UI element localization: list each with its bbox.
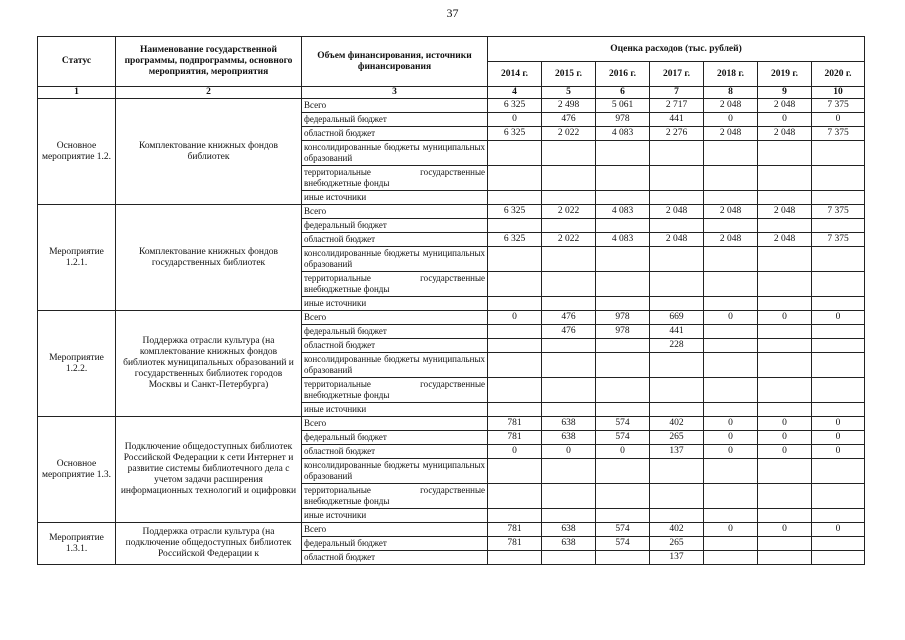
financing-source-label: консолидированные бюджеты муниципальных образований — [304, 460, 485, 481]
expense-value — [758, 509, 812, 523]
financing-source-label: областной бюджет — [304, 128, 376, 138]
financing-source — [302, 127, 488, 141]
expense-value — [596, 272, 650, 297]
expense-value: 2 022 — [542, 205, 596, 219]
expense-value: 0 — [758, 417, 812, 431]
financing-source-label: Всего — [304, 100, 327, 110]
expense-value — [758, 141, 812, 166]
expense-value: 978 — [596, 311, 650, 325]
financing-source — [302, 141, 488, 166]
expense-value — [758, 378, 812, 403]
expense-value — [596, 551, 650, 565]
financing-source-label: иные источники — [304, 298, 367, 308]
expense-value — [650, 166, 704, 191]
expense-value — [704, 141, 758, 166]
expense-value: 402 — [650, 523, 704, 537]
financing-source-label: областной бюджет — [304, 234, 376, 244]
expense-value — [542, 339, 596, 353]
expense-value — [758, 297, 812, 311]
expense-value — [704, 219, 758, 233]
expense-value — [650, 191, 704, 205]
expense-value — [812, 484, 865, 509]
expense-value — [704, 325, 758, 339]
expense-value: 0 — [704, 445, 758, 459]
expense-value: 0 — [704, 113, 758, 127]
expense-value: 2 048 — [704, 205, 758, 219]
expense-value — [488, 459, 542, 484]
financing-source-label: Всего — [304, 312, 327, 322]
expense-value: 137 — [650, 445, 704, 459]
financing-source-label: консолидированные бюджеты муниципальных образований — [304, 142, 485, 163]
expense-value — [650, 459, 704, 484]
expense-value: 4 083 — [596, 205, 650, 219]
column-number: 8 — [704, 87, 758, 99]
financing-source — [302, 417, 488, 431]
header-name: Наименование государственной программы, подпрограммы, основного мероприятия, мероприятия — [116, 37, 302, 87]
financing-source — [302, 99, 488, 113]
expense-value — [650, 509, 704, 523]
expense-value: 2 717 — [650, 99, 704, 113]
expense-value: 781 — [488, 417, 542, 431]
financing-source — [302, 378, 488, 403]
row-program-name: Комплектование книжных фондов библиотек — [116, 99, 302, 205]
expense-value: 2 048 — [704, 99, 758, 113]
expense-value — [758, 247, 812, 272]
financing-source — [302, 551, 488, 565]
financing-source — [302, 523, 488, 537]
expense-value: 402 — [650, 417, 704, 431]
expense-value — [488, 378, 542, 403]
expense-value: 0 — [812, 431, 865, 445]
expense-value — [650, 219, 704, 233]
header-year: 2014 г. — [488, 62, 542, 87]
expense-value — [812, 459, 865, 484]
expense-value: 5 061 — [596, 99, 650, 113]
expense-value: 0 — [812, 417, 865, 431]
expense-value — [596, 141, 650, 166]
expense-value — [542, 191, 596, 205]
expense-value — [812, 339, 865, 353]
expense-value — [542, 272, 596, 297]
expense-value — [812, 353, 865, 378]
expense-value: 2 048 — [758, 205, 812, 219]
expense-value: 669 — [650, 311, 704, 325]
expense-value — [542, 378, 596, 403]
expense-value — [812, 219, 865, 233]
expense-value — [704, 537, 758, 551]
expense-value: 978 — [596, 113, 650, 127]
expense-value — [488, 166, 542, 191]
expense-value: 6 325 — [488, 233, 542, 247]
financing-source-label: Всего — [304, 206, 327, 216]
expense-value: 7 375 — [812, 205, 865, 219]
expense-value: 6 325 — [488, 205, 542, 219]
expense-value — [704, 353, 758, 378]
expense-value — [650, 247, 704, 272]
expense-value: 0 — [812, 523, 865, 537]
budget-table — [37, 36, 865, 565]
expense-value — [812, 247, 865, 272]
expense-value: 441 — [650, 113, 704, 127]
column-number: 7 — [650, 87, 704, 99]
expense-value: 476 — [542, 113, 596, 127]
financing-source-label: федеральный бюджет — [304, 220, 387, 230]
column-number: 4 — [488, 87, 542, 99]
financing-source — [302, 325, 488, 339]
header-year: 2016 г. — [596, 62, 650, 87]
expense-value: 2 022 — [542, 127, 596, 141]
expense-value — [704, 247, 758, 272]
expense-value — [488, 509, 542, 523]
expense-value: 0 — [542, 445, 596, 459]
expense-value — [596, 484, 650, 509]
expense-value: 6 325 — [488, 99, 542, 113]
expense-value — [596, 191, 650, 205]
header-row-top — [38, 37, 865, 62]
financing-source-label: областной бюджет — [304, 446, 376, 456]
expense-value — [812, 509, 865, 523]
expense-value — [542, 459, 596, 484]
financing-source — [302, 484, 488, 509]
expense-value: 0 — [758, 523, 812, 537]
expense-value: 0 — [704, 417, 758, 431]
financing-source — [302, 113, 488, 127]
expense-value: 6 325 — [488, 127, 542, 141]
expense-value: 7 375 — [812, 99, 865, 113]
financing-source — [302, 191, 488, 205]
expense-value — [488, 219, 542, 233]
expense-value — [704, 339, 758, 353]
expense-value — [704, 551, 758, 565]
expense-value — [758, 166, 812, 191]
expense-value — [812, 166, 865, 191]
financing-source — [302, 311, 488, 325]
expense-value — [542, 219, 596, 233]
financing-source — [302, 205, 488, 219]
page-number: 37 — [446, 6, 459, 20]
financing-source-label: иные источники — [304, 404, 367, 414]
expense-value: 2 048 — [704, 127, 758, 141]
expense-value — [650, 141, 704, 166]
expense-value: 476 — [542, 311, 596, 325]
expense-value — [542, 484, 596, 509]
expense-value — [488, 551, 542, 565]
expense-value — [596, 297, 650, 311]
financing-source-label: иные источники — [304, 510, 367, 520]
expense-value — [488, 353, 542, 378]
expense-value — [758, 353, 812, 378]
header-financing: Объем финансирования, источники финансирования — [302, 37, 488, 87]
expense-value — [758, 403, 812, 417]
row-program-name: Поддержка отрасли культура (на подключение общедоступных библиотек Российской Федерации к — [116, 523, 302, 565]
expense-value: 265 — [650, 431, 704, 445]
expense-value — [488, 339, 542, 353]
expense-value: 574 — [596, 523, 650, 537]
financing-source — [302, 431, 488, 445]
expense-value — [596, 509, 650, 523]
header-year: 2018 г. — [704, 62, 758, 87]
expense-value: 2 048 — [704, 233, 758, 247]
expense-value: 0 — [488, 445, 542, 459]
expense-value: 638 — [542, 523, 596, 537]
expense-value: 978 — [596, 325, 650, 339]
expense-value — [704, 166, 758, 191]
expense-value: 4 083 — [596, 127, 650, 141]
expense-value — [488, 297, 542, 311]
expense-value: 0 — [488, 113, 542, 127]
expense-value: 638 — [542, 417, 596, 431]
expense-value — [596, 459, 650, 484]
expense-value: 137 — [650, 551, 704, 565]
column-number: 5 — [542, 87, 596, 99]
table-row — [38, 99, 865, 113]
expense-value — [542, 509, 596, 523]
expense-value — [758, 459, 812, 484]
expense-value — [812, 272, 865, 297]
header-year: 2015 г. — [542, 62, 596, 87]
expense-value: 638 — [542, 431, 596, 445]
expense-value: 4 083 — [596, 233, 650, 247]
header-estimate: Оценка расходов (тыс. рублей) — [488, 37, 865, 62]
expense-value — [758, 219, 812, 233]
expense-value — [704, 459, 758, 484]
expense-value — [488, 403, 542, 417]
expense-value — [542, 247, 596, 272]
financing-source-label: федеральный бюджет — [304, 114, 387, 124]
expense-value: 574 — [596, 537, 650, 551]
expense-value — [812, 403, 865, 417]
table-row — [38, 417, 865, 431]
column-number: 9 — [758, 87, 812, 99]
expense-value — [542, 166, 596, 191]
expense-value — [650, 484, 704, 509]
expense-value — [758, 551, 812, 565]
expense-value: 441 — [650, 325, 704, 339]
financing-source — [302, 166, 488, 191]
financing-source — [302, 297, 488, 311]
financing-source — [302, 509, 488, 523]
expense-value — [596, 219, 650, 233]
column-number-row — [38, 87, 865, 99]
column-number: 1 — [38, 87, 116, 99]
row-program-name: Комплектование книжных фондов государственных библиотек — [116, 205, 302, 311]
expense-value: 0 — [758, 311, 812, 325]
expense-value — [488, 272, 542, 297]
financing-source-label: территориальные государственные внебюджетные фонды — [304, 167, 485, 188]
expense-value — [596, 166, 650, 191]
financing-source-label: федеральный бюджет — [304, 326, 387, 336]
expense-value: 0 — [704, 431, 758, 445]
expense-value — [650, 272, 704, 297]
expense-value: 781 — [488, 431, 542, 445]
column-number: 2 — [116, 87, 302, 99]
expense-value — [758, 325, 812, 339]
financing-source — [302, 403, 488, 417]
column-number: 6 — [596, 87, 650, 99]
expense-value: 7 375 — [812, 233, 865, 247]
financing-source — [302, 247, 488, 272]
expense-value: 0 — [704, 523, 758, 537]
expense-value: 476 — [542, 325, 596, 339]
financing-source-label: территориальные государственные внебюджетные фонды — [304, 485, 485, 506]
expense-value — [704, 191, 758, 205]
financing-source-label: иные источники — [304, 192, 367, 202]
expense-value — [812, 297, 865, 311]
expense-value — [542, 403, 596, 417]
header-year: 2020 г. — [812, 62, 865, 87]
expense-value — [704, 509, 758, 523]
expense-value — [812, 551, 865, 565]
header-year: 2019 г. — [758, 62, 812, 87]
expense-value — [812, 325, 865, 339]
expense-value: 0 — [704, 311, 758, 325]
expense-value — [650, 378, 704, 403]
financing-source-label: консолидированные бюджеты муниципальных образований — [304, 354, 485, 375]
expense-value — [758, 339, 812, 353]
expense-value: 0 — [596, 445, 650, 459]
expense-value — [812, 378, 865, 403]
financing-source — [302, 459, 488, 484]
expense-value: 0 — [812, 311, 865, 325]
expense-value — [704, 297, 758, 311]
table-row — [38, 523, 865, 537]
expense-value — [650, 353, 704, 378]
expense-value: 2 048 — [758, 99, 812, 113]
financing-source — [302, 272, 488, 297]
expense-value — [758, 537, 812, 551]
expense-value — [488, 325, 542, 339]
expense-value — [758, 484, 812, 509]
row-status: Мероприятие 1.2.2. — [38, 311, 116, 417]
financing-source — [302, 339, 488, 353]
expense-value — [812, 191, 865, 205]
expense-value — [650, 297, 704, 311]
expense-value: 228 — [650, 339, 704, 353]
expense-value: 0 — [758, 431, 812, 445]
row-program-name: Поддержка отрасли культура (на комплектование книжных фондов библиотек муниципальных образований и государственных библиотек городов Москвы и Санкт-Петербурга) — [116, 311, 302, 417]
table-row — [38, 205, 865, 219]
expense-value: 2 022 — [542, 233, 596, 247]
financing-source-label: федеральный бюджет — [304, 538, 387, 548]
financing-source-label: консолидированные бюджеты муниципальных образований — [304, 248, 485, 269]
table-body — [38, 99, 865, 565]
expense-value: 2 048 — [758, 233, 812, 247]
expense-value: 0 — [488, 311, 542, 325]
expense-value: 2 498 — [542, 99, 596, 113]
expense-value: 781 — [488, 523, 542, 537]
financing-source — [302, 353, 488, 378]
expense-value — [704, 484, 758, 509]
header-status: Статус — [38, 37, 116, 87]
expense-value — [542, 551, 596, 565]
expense-value — [488, 247, 542, 272]
financing-source-label: федеральный бюджет — [304, 432, 387, 442]
financing-source — [302, 219, 488, 233]
expense-value — [596, 378, 650, 403]
expense-value — [704, 403, 758, 417]
row-status: Мероприятие 1.2.1. — [38, 205, 116, 311]
financing-source-label: областной бюджет — [304, 552, 376, 562]
column-number: 3 — [302, 87, 488, 99]
expense-value — [812, 141, 865, 166]
expense-value: 0 — [758, 445, 812, 459]
expense-value: 0 — [812, 113, 865, 127]
expense-value — [704, 378, 758, 403]
header-year: 2017 г. — [650, 62, 704, 87]
expense-value: 2 276 — [650, 127, 704, 141]
financing-source-label: Всего — [304, 418, 327, 428]
row-status: Мероприятие 1.3.1. — [38, 523, 116, 565]
financing-source-label: территориальные государственные внебюджетные фонды — [304, 273, 485, 294]
financing-source — [302, 445, 488, 459]
financing-source-label: Всего — [304, 524, 327, 534]
expense-value: 2 048 — [758, 127, 812, 141]
expense-value — [488, 484, 542, 509]
expense-value — [596, 339, 650, 353]
column-number: 10 — [812, 87, 865, 99]
expense-value — [488, 191, 542, 205]
expense-value — [758, 272, 812, 297]
expense-value — [704, 272, 758, 297]
financing-source — [302, 233, 488, 247]
expense-value: 7 375 — [812, 127, 865, 141]
expense-value — [758, 191, 812, 205]
expense-value: 0 — [812, 445, 865, 459]
expense-value — [650, 403, 704, 417]
expense-value — [542, 297, 596, 311]
expense-value: 0 — [758, 113, 812, 127]
row-status: Основное мероприятие 1.3. — [38, 417, 116, 523]
expense-value — [812, 537, 865, 551]
financing-source-label: территориальные государственные внебюджетные фонды — [304, 379, 485, 400]
expense-value: 574 — [596, 431, 650, 445]
expense-value: 2 048 — [650, 205, 704, 219]
expense-value — [488, 141, 542, 166]
row-status: Основное мероприятие 1.2. — [38, 99, 116, 205]
expense-value — [596, 403, 650, 417]
expense-value: 574 — [596, 417, 650, 431]
expense-value — [596, 353, 650, 378]
expense-value: 265 — [650, 537, 704, 551]
expense-value — [596, 247, 650, 272]
expense-value — [542, 141, 596, 166]
expense-value — [542, 353, 596, 378]
financing-source-label: областной бюджет — [304, 340, 376, 350]
table-row — [38, 311, 865, 325]
expense-value: 638 — [542, 537, 596, 551]
financing-source — [302, 537, 488, 551]
expense-value: 781 — [488, 537, 542, 551]
row-program-name: Подключение общедоступных библиотек Российской Федерации к сети Интернет и развитие системы библиотечного дела с учетом задачи расширения информационных технологий и оцифровки — [116, 417, 302, 523]
expense-value: 2 048 — [650, 233, 704, 247]
